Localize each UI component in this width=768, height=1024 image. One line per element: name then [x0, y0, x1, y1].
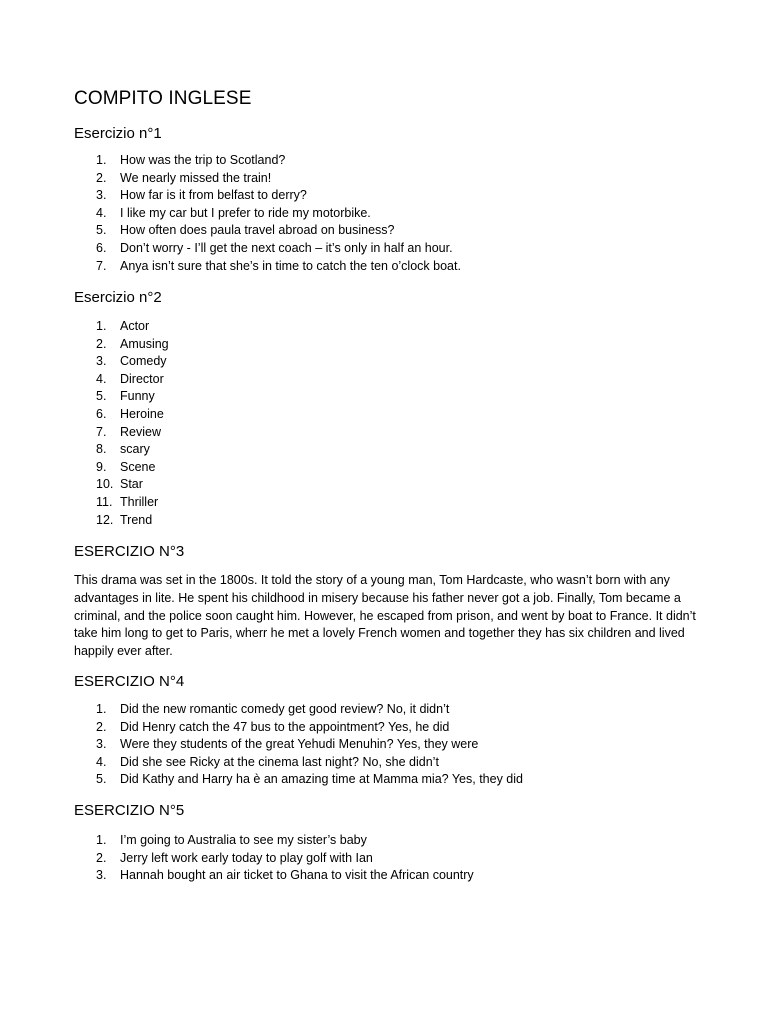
list-item: 6. Heroine [96, 406, 164, 421]
list-item: 6. Don’t worry - I’ll get the next coach – it’s only in half an hour. [96, 240, 453, 255]
list-item: 8. scary [96, 442, 150, 457]
list-item: 10. Star [96, 477, 143, 492]
list-item: 4. I like my car but I prefer to ride my motorbike. [96, 205, 371, 220]
list-item: 3. Hannah bought an air ticket to Ghana to visit the African country [96, 868, 474, 883]
list-item: 11. Thriller [96, 494, 159, 509]
section-heading-3: ESERCIZIO N°3 [74, 543, 185, 560]
list-item: 2. We nearly missed the train! [96, 170, 272, 185]
list-item: 5. How often does paula travel abroad on business? [96, 223, 395, 238]
list-item: 5. Funny [96, 389, 155, 404]
list-item: 12. Trend [96, 512, 153, 527]
list-item: 4. Did she see Ricky at the cinema last night? No, she didn’t [96, 754, 439, 769]
list-item: 9. Scene [96, 459, 156, 474]
exercise-2-list [74, 318, 169, 529]
list-item: 2. Jerry left work early today to play golf with Ian [96, 850, 373, 865]
section-heading-5: ESERCIZIO N°5 [74, 802, 185, 819]
list-item: 7. Review [96, 424, 161, 439]
list-item: 1. How was the trip to Scotland? [96, 153, 286, 167]
section-heading-4: ESERCIZIO N°4 [74, 673, 185, 690]
list-item: 3. How far is it from belfast to derry? [96, 188, 307, 203]
document-title: COMPITO INGLESE [74, 88, 252, 109]
list-item: 3. Were they students of the great Yehudi Menuhin? Yes, they were [96, 737, 479, 752]
list-item: 1. Did the new romantic comedy get good review? No, it didn’t [96, 702, 450, 716]
section-heading-1: Esercizio n°1 [74, 125, 162, 142]
list-item: 5. Did Kathy and Harry ha è an amazing time at Mamma mia? Yes, they did [96, 772, 523, 787]
list-item: 2. Did Henry catch the 47 bus to the appointment? Yes, he did [96, 719, 450, 734]
exercise-5-list [74, 832, 474, 885]
exercise-4-list [74, 701, 523, 789]
list-item: 1. Actor [96, 319, 150, 333]
list-item: 1. I’m going to Australia to see my sister’s baby [96, 833, 367, 847]
exercise-3-paragraph: This drama was set in the 1800s. It told the story of a young man, Tom Hardcaste, who wasn’t born with any advantages in lite. He spent his childhood in misery because his father never got a job. Finally, Tom became a criminal, and the police soon caught him. However, he escaped from prison, and went by boat to France. It didn’t take him long to get to Paris, wherr he met a lovely French women and together they has six children and lived happily ever after. [74, 573, 696, 659]
list-item: 4. Director [96, 371, 164, 386]
list-item: 2. Amusing [96, 336, 169, 351]
list-item: 3. Comedy [96, 354, 167, 369]
section-heading-2: Esercizio n°2 [74, 289, 162, 306]
list-item: 7. Anya isn’t sure that she’s in time to catch the ten o’clock boat. [96, 258, 461, 273]
exercise-1-list [74, 152, 461, 275]
